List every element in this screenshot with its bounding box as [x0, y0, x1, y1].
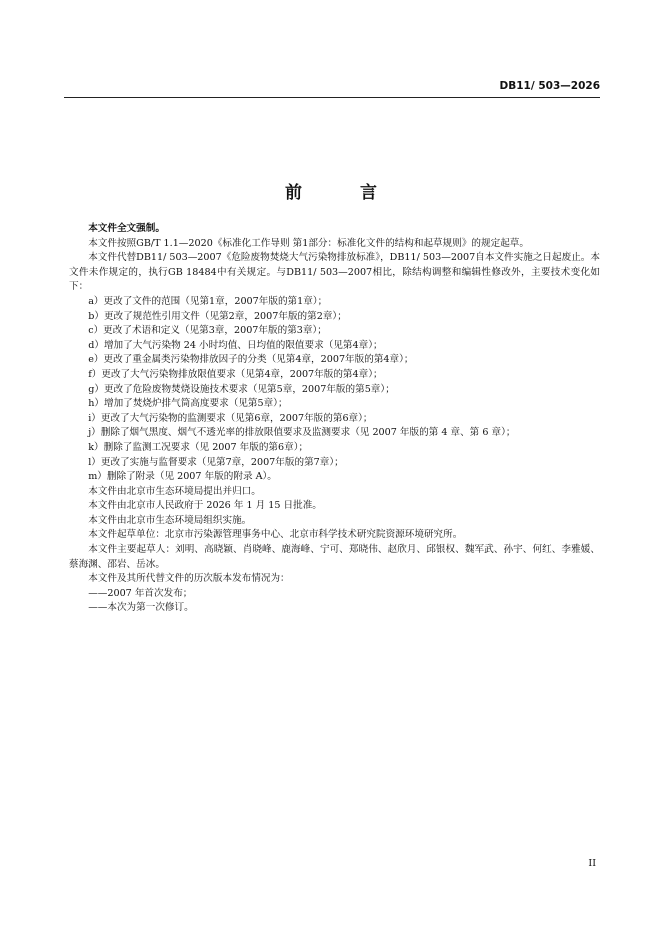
foreword-body — [69, 222, 600, 616]
mandatory-note: 本文件全文强制。 — [88, 223, 165, 234]
implementation-paragraph: 本文件由北京市生态环境局组织实施。 — [88, 514, 252, 526]
list-item: f）更改了大气污染物排放限值要求（见第4章，2007年版的第4章）； — [88, 368, 383, 380]
drafters-paragraph: 本文件主要起草人：刘明、高晓颖、肖晓峰、鹿海峰、宁可、郑晓伟、赵欣月、邱银权、魏军武、孙宇、何红、李雅媛、蔡海渊、邵岩、岳冰。 — [69, 544, 600, 570]
proposer-paragraph: 本文件由北京市生态环境局提出并归口。 — [88, 485, 261, 497]
list-item: e）更改了重金属类污染物排放因子的分类（见第4章，2007年版的第4章）； — [88, 354, 414, 366]
list-item: c）更改了术语和定义（见第3章，2007年版的第3章）； — [88, 325, 327, 337]
document-code: DB11/ 503—2026 — [499, 80, 600, 92]
drafting-units-paragraph: 本文件起草单位：北京市污染源管理事务中心、北京市科学技术研究院资源环境研究所。 — [88, 529, 463, 541]
approval-paragraph: 本文件由北京市人民政府于 2026 年 1 月 15 日批准。 — [88, 500, 322, 512]
history-item: ——2007 年首次发布； — [88, 587, 193, 599]
list-item: b）更改了规范性引用文件（见第2章，2007年版的第2章）； — [88, 310, 347, 322]
replacement-paragraph: 本文件代替DB11/ 503—2007《危险废物焚烧大气污染物排放标准》，DB11/ 503—2007自本文件实施之日起废止。本文件未作规定的，执行GB 18484中有关规定。与DB11/ 503—2007相比，除结构调整和编辑性修改外，主要技术变化如下： — [69, 252, 600, 293]
page-title: 前 言 — [285, 183, 403, 203]
list-item: l）更改了实施与监督要求（见第7章，2007年版的第7章）； — [88, 456, 344, 468]
history-intro-paragraph: 本文件及其所代替文件的历次版本发布情况为： — [88, 573, 290, 585]
header-divider — [64, 97, 600, 98]
list-item: d）增加了大气污染物 24 小时均值、日均值的限值要求（见第4章）； — [88, 339, 383, 351]
list-item: m）删除了附录（见 2007 年版的附录 A）。 — [88, 471, 277, 483]
drafting-rule-paragraph: 本文件按照GB/T 1.1—2020《标准化工作导则 第1部分：标准化文件的结构和起草规则》的规定起草。 — [88, 237, 529, 249]
list-item: i）更改了大气污染物的监测要求（见第6章，2007年版的第6章）； — [88, 412, 373, 424]
list-item: j）删除了烟气黑度、烟气不透光率的排放限值要求及监测要求（见 2007 年版的第 4 章、第 6 章）； — [88, 427, 516, 439]
page-number: II — [588, 858, 596, 869]
list-item: g）更改了危险废物焚烧设施技术要求（见第5章，2007年版的第5章）； — [88, 383, 395, 395]
list-item: h）增加了焚烧炉排气筒高度要求（见第5章）； — [88, 398, 288, 410]
history-item: ——本次为第一次修订。 — [88, 602, 194, 614]
changes-list — [69, 295, 600, 485]
list-item: k）删除了监测工况要求（见 2007 年版的第6章）； — [88, 441, 309, 453]
list-item: a）更改了文件的范围（见第1章，2007年版的第1章）； — [88, 295, 328, 307]
